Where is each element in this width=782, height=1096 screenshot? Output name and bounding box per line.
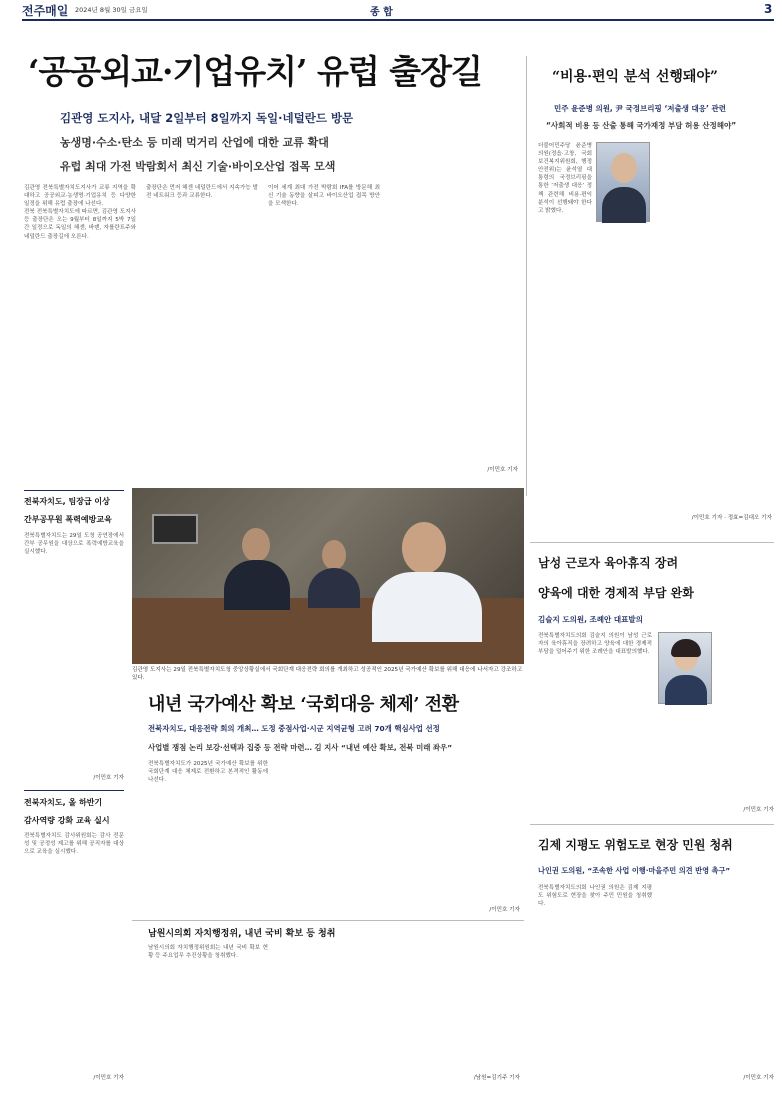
photo-person-3-head (322, 540, 346, 570)
right-feature-deck-2: “사회적 비용 등 산출 통해 국가재정 부담 허용 산정해야” (546, 121, 737, 130)
section-name: 종 합 (370, 7, 393, 18)
right-story-2-headline-1: 남성 근로자 육아휴직 장려 (538, 556, 679, 570)
right-story-3-deck: 나인권 도의원, “조속한 사업 이행·마을주민 의견 반영 촉구” (538, 866, 731, 875)
right-story-2-rule (530, 542, 774, 543)
right-story-3-byline: /이민호 기자 (743, 1075, 774, 1081)
brief-1-subheading: 간부공무원 폭력예방교육 (24, 515, 112, 524)
brief-1-heading: 전북자치도, 팀장급 이상 (24, 497, 110, 506)
brief-1-byline: /이민호 기자 (93, 775, 124, 781)
brief-2-heading: 전북자치도, 올 하반기 (24, 798, 103, 807)
top-story-paragraph: 출장단은 먼저 헤센 네덜란드에서 지속가능 발전 네트워크 등과 교류한다. (146, 185, 258, 200)
second-story-headline: 내년 국가예산 확보 ‘국회대응 체제’ 전환 (148, 694, 459, 715)
second-story-body (148, 760, 268, 920)
brief-2-byline: /이민호 기자 (93, 1075, 124, 1081)
right-story-3-paragraph: 전북특별자치도의회 나인권 의원은 김제 지평도 위험도로 현장을 찾아 주민 민원을 청취했다. (538, 885, 652, 908)
brief-2-body (24, 832, 124, 1072)
bottom-story-paragraph: 남원시의회 자치행정위원회는 내년 국비 확보 현황 등 주요업무 추진상황을 청취했다. (148, 945, 268, 960)
photo-person-3-body (308, 568, 360, 608)
brief-1-paragraph: 전북특별자치도는 29일 도청 공연장에서 간부 공무원을 대상으로 폭력예방교육을 실시했다. (24, 533, 124, 556)
right-feature-byline: /이민호 기자 · 정효=김대오 기자 (691, 515, 772, 521)
brief-2-rule (24, 790, 124, 791)
right-feature-body-col-2 (596, 228, 654, 522)
right-story-2-byline: /이민호 기자 (743, 807, 774, 813)
portrait-head-shape (611, 153, 637, 183)
top-story-deck-1: 김관영 도지사, 내달 2일부터 8일까지 독일·네덜란드 방문 (60, 111, 354, 125)
second-story-byline: /이민호 기자 (489, 907, 520, 913)
second-story-paragraph: 전북특별자치도가 2025년 국가예산 확보를 위한 국회단계 대응 체제로 전환하고 본격적인 활동에 나선다. (148, 761, 268, 784)
bottom-story-body-col-2 (274, 944, 394, 1072)
portrait-hair-shape (671, 639, 701, 657)
right-feature-body-col-3 (660, 142, 774, 522)
top-story-paragraph: 전북 전북특별자치도에 따르면, 김관영 도지사 등 출장단은 오는 9월부터 8일까지 5박 7일 간 일정으로 독일의 헤센, 바덴, 자를란트주와 네덜란드 출장길에 오른다. (24, 209, 136, 240)
second-story-deck-1: 전북자치도, 대응전략 회의 개최… 도정 중점사업·시군 지역균형 고려 70개 핵심사업 선정 (148, 724, 440, 733)
right-story-3-body (538, 884, 652, 1072)
right-story-2-paragraph: 전북특별자치도의회 김슬지 의원이 남성 근로자의 육아휴직을 장려하고 양육에 대한 경제적 부담을 덜어주기 위한 조례안을 대표발의했다. (538, 633, 652, 656)
right-story-2-headline-2: 양육에 대한 경제적 부담 완화 (538, 586, 694, 600)
masthead (0, 0, 782, 18)
top-story-body-col-4 (390, 112, 518, 472)
top-story-paragraph: 이어 세계 최대 가전 박람회 IFA를 방문해 최신 기술 동향을 살피고 바이오산업 접목 방안을 모색한다. (268, 185, 380, 208)
masthead-rule (22, 19, 774, 21)
photo-person-1-body (372, 572, 482, 642)
brief-2-subheading: 감사역량 강화 교육 실시 (24, 816, 110, 825)
brief-1-body (24, 532, 124, 772)
right-story-2-body (538, 632, 652, 822)
brief-1-rule (24, 490, 124, 491)
bottom-story-body-col-3 (400, 944, 520, 1072)
page-number: 3 (764, 2, 773, 16)
right-feature-portrait (596, 142, 650, 222)
photo-person-2-body (224, 560, 290, 610)
right-story-2-portrait (658, 632, 712, 704)
meeting-photo (132, 488, 524, 664)
right-feature-deck-1: 민주 윤준병 의원, 尹 국정브리핑 ‘저출생 대응’ 관련 (554, 104, 726, 113)
meeting-photo-caption: 김관영 도지사는 29일 전북특별자치도청 중앙상황실에서 국회단계 대응전략 회의를 개최하고 성공적인 2025년 국가예산 확보를 위해 대응에 나서자고 강조하고 있다. (132, 667, 523, 681)
column-divider (526, 56, 527, 496)
paper-name: 전주매일 (22, 4, 69, 18)
photo-person-2-head (242, 528, 270, 562)
right-story-3-headline: 김제 지평도 위험도로 현장 민원 청취 (538, 838, 733, 852)
right-story-2-body-col-2 (718, 632, 774, 822)
top-story-headline: ‘공공외교·기업유치’ 유럽 출장길 (28, 52, 482, 91)
bottom-story-byline: /남원=김기주 기자 (473, 1075, 520, 1081)
right-feature-paragraph: 더불어민주당 윤준병 의원(정읍·고창, 국회 보건복지위원회, 행정안전위)는 윤석열 대통령의 국정브리핑을 통한 ‘저출생 대응’ 정책 관련해 비용·편익 분석이 선행돼야 한다고 밝혔다. (538, 143, 592, 214)
second-story-body-col-2 (274, 760, 394, 920)
right-story-3-body-col-2 (660, 884, 774, 1072)
right-story-2-deck: 김슬지 도의원, 조례안 대표발의 (538, 615, 643, 624)
top-story-paragraph: 김관영 전북특별자치도지사가 교류 지역을 확대하고 공공외교·농생명·기업유치 등 다양한 일정을 위해 유럽 출장에 나선다. (24, 185, 136, 208)
photo-person-1-head (402, 522, 446, 574)
top-story-body-col-1 (24, 184, 136, 484)
top-story-byline: /이민호 기자 (487, 467, 518, 473)
bottom-story-headline: 남원시의회 자치행정위, 내년 국비 확보 등 청취 (148, 929, 336, 939)
top-story-body-col-3 (268, 184, 380, 484)
bottom-story-rule (132, 920, 524, 921)
portrait-suit-shape (665, 675, 707, 705)
portrait-suit-shape (602, 187, 646, 223)
right-feature-quote-headline: “비용·편익 분석 선행돼야” (552, 69, 718, 85)
second-story-body-col-3 (400, 760, 520, 920)
second-story-deck-2: 사업별 쟁점 논리 보강·선택과 집중 등 전략 마련… 김 지사 “내년 예산 확보, 전북 미래 좌우” (148, 743, 453, 752)
right-story-3-rule (530, 824, 774, 825)
top-story-body-col-2 (146, 184, 258, 484)
top-story-deck-2: 농생명·수소·탄소 등 미래 먹거리 산업에 대한 교류 확대 (60, 136, 329, 149)
issue-date: 2024년 8월 30일 금요일 (75, 6, 148, 14)
top-story-deck-3: 유럽 최대 가전 박람회서 최신 기술·바이오산업 접목 모색 (60, 160, 336, 173)
right-feature-body (538, 142, 592, 522)
bottom-story-body (148, 944, 268, 1072)
brief-2-paragraph: 전북특별자치도 감사위원회는 감사 전문성 및 공정성 제고를 위해 공직자를 대상으로 교육을 실시했다. (24, 833, 124, 856)
photo-monitor-shape (152, 514, 198, 544)
